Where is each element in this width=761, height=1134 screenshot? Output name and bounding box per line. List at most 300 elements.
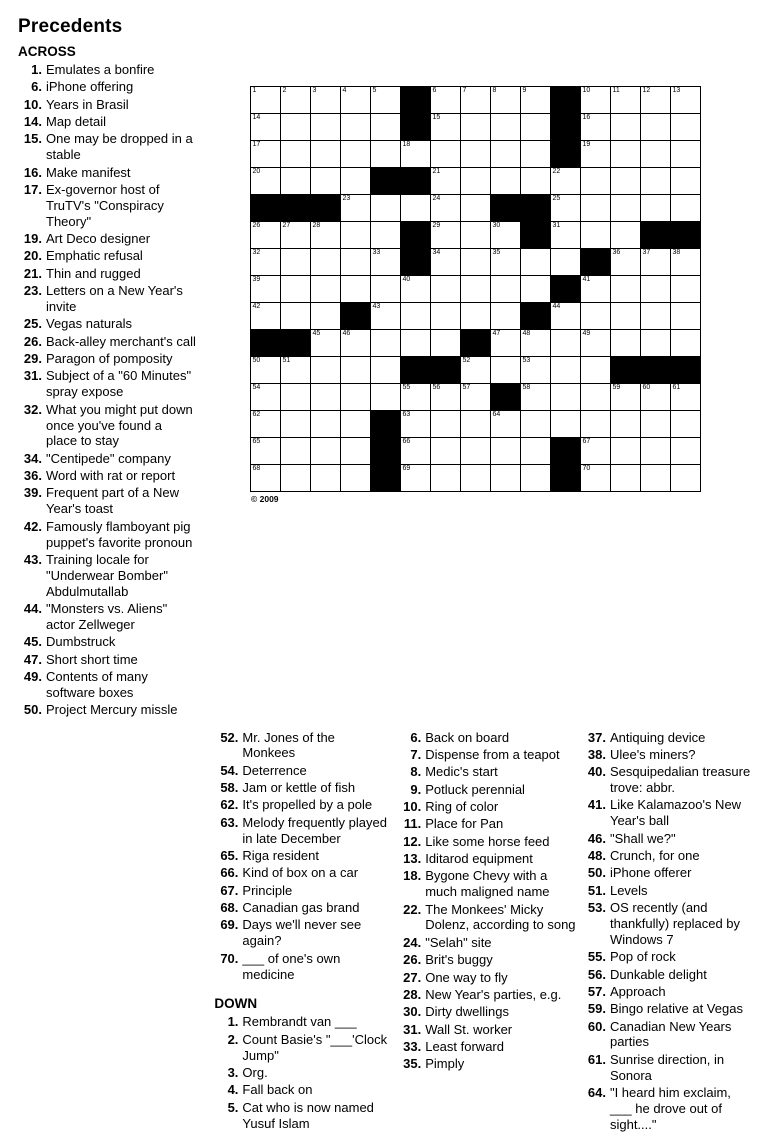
grid-cell-number: 15: [432, 114, 441, 121]
grid-cell[interactable]: [251, 384, 281, 411]
clue-number: 53.: [587, 900, 606, 916]
clue-number: 38.: [587, 746, 606, 762]
clue-item[interactable]: [397, 987, 576, 1003]
grid-cell[interactable]: [371, 303, 401, 330]
clue-item[interactable]: [214, 1100, 391, 1132]
clue-item[interactable]: [214, 900, 391, 916]
grid-cell[interactable]: [251, 222, 281, 249]
grid-cell[interactable]: [431, 276, 461, 303]
grid-cell-number: 37: [642, 249, 651, 256]
grid-cell[interactable]: [431, 87, 461, 114]
clue-item[interactable]: [214, 763, 391, 779]
grid-cell[interactable]: [461, 195, 491, 222]
grid-cell[interactable]: [581, 168, 611, 195]
grid-cell[interactable]: [491, 330, 521, 357]
grid-cell[interactable]: [371, 357, 401, 384]
clue-item[interactable]: [582, 1085, 751, 1133]
grid-cell[interactable]: [431, 411, 461, 438]
grid-cell[interactable]: [671, 141, 701, 168]
grid-cell[interactable]: [251, 303, 281, 330]
grid-row: [251, 384, 701, 411]
clue-item[interactable]: [214, 1065, 391, 1081]
grid-cell[interactable]: [641, 384, 671, 411]
clue-item[interactable]: [18, 182, 196, 230]
clue-item[interactable]: [582, 865, 751, 881]
grid-cell[interactable]: [371, 87, 401, 114]
grid-cell[interactable]: [491, 222, 521, 249]
grid-cell[interactable]: [521, 384, 551, 411]
grid-cell[interactable]: [491, 357, 521, 384]
grid-cell[interactable]: [671, 438, 701, 465]
grid-cell[interactable]: [581, 330, 611, 357]
grid-cell[interactable]: [311, 114, 341, 141]
grid-cell[interactable]: [431, 249, 461, 276]
grid-cell[interactable]: [341, 438, 371, 465]
grid-cell[interactable]: [281, 249, 311, 276]
clue-item[interactable]: [582, 883, 751, 899]
grid-cell[interactable]: [281, 411, 311, 438]
grid-cell[interactable]: [341, 330, 371, 357]
clue-item[interactable]: [397, 1039, 576, 1055]
clue-text: Years in Brasil: [46, 96, 129, 112]
grid-cell[interactable]: [641, 465, 671, 492]
grid-cell[interactable]: [641, 141, 671, 168]
clue-item[interactable]: [18, 334, 196, 350]
clue-item[interactable]: [582, 797, 751, 829]
clue-text: iPhone offerer: [609, 865, 692, 881]
grid-cell-block: [371, 168, 401, 195]
grid-cell[interactable]: [671, 330, 701, 357]
grid-cell[interactable]: [371, 141, 401, 168]
grid-cell-number: 20: [252, 168, 261, 175]
clue-item[interactable]: [582, 1001, 751, 1017]
grid-cell-block: [551, 114, 581, 141]
grid-cell[interactable]: [311, 330, 341, 357]
clue-text: Back-alley merchant's call: [46, 333, 196, 349]
grid-cell[interactable]: [341, 249, 371, 276]
grid-cell[interactable]: [581, 357, 611, 384]
clue-item[interactable]: [397, 868, 576, 900]
grid-cell[interactable]: [491, 303, 521, 330]
grid-cell[interactable]: [401, 411, 431, 438]
clue-item[interactable]: [18, 702, 196, 718]
clue-item[interactable]: [582, 967, 751, 983]
grid-cell[interactable]: [671, 303, 701, 330]
grid-cell[interactable]: [341, 195, 371, 222]
grid-cell[interactable]: [521, 141, 551, 168]
clue-item[interactable]: [582, 831, 751, 847]
clue-item[interactable]: [214, 730, 391, 762]
grid-cell[interactable]: [611, 438, 641, 465]
grid-cell[interactable]: [401, 330, 431, 357]
clue-item[interactable]: [18, 114, 196, 130]
grid-cell[interactable]: [311, 222, 341, 249]
grid-cell[interactable]: [551, 357, 581, 384]
grid-cell[interactable]: [311, 384, 341, 411]
clue-number: 6.: [31, 79, 42, 95]
clue-item[interactable]: [214, 1032, 391, 1064]
clue-number: 11.: [403, 816, 422, 832]
grid-cell[interactable]: [671, 168, 701, 195]
down-clue-list-3: [582, 730, 751, 1133]
grid-cell[interactable]: [551, 195, 581, 222]
grid-cell[interactable]: [431, 222, 461, 249]
clue-item[interactable]: [397, 834, 576, 850]
grid-cell[interactable]: [371, 249, 401, 276]
grid-cell[interactable]: [431, 438, 461, 465]
grid-cell[interactable]: [581, 411, 611, 438]
clue-number: 52.: [220, 729, 239, 745]
clue-item[interactable]: [582, 1052, 751, 1084]
grid-cell[interactable]: [281, 303, 311, 330]
clue-item[interactable]: [397, 816, 576, 832]
grid-cell[interactable]: [461, 87, 491, 114]
grid-cell[interactable]: [341, 114, 371, 141]
grid-cell[interactable]: [611, 114, 641, 141]
grid-cell[interactable]: [431, 195, 461, 222]
grid-cell[interactable]: [431, 114, 461, 141]
clue-item[interactable]: [18, 451, 196, 467]
grid-cell[interactable]: [401, 384, 431, 411]
grid-cell[interactable]: [581, 465, 611, 492]
grid-cell[interactable]: [251, 411, 281, 438]
grid-cell[interactable]: [401, 141, 431, 168]
grid-cell[interactable]: [491, 141, 521, 168]
grid-cell[interactable]: [251, 465, 281, 492]
grid-cell[interactable]: [551, 303, 581, 330]
grid-cell-block: [581, 249, 611, 276]
clue-item[interactable]: [214, 951, 391, 983]
clue-text: Ex-governor host of TruTV's "Conspiracy Theory": [46, 182, 164, 229]
grid-cell[interactable]: [581, 222, 611, 249]
clue-item[interactable]: [18, 79, 196, 95]
clue-item[interactable]: [397, 799, 576, 815]
grid-cell[interactable]: [491, 465, 521, 492]
grid-cell[interactable]: [491, 114, 521, 141]
grid-cell[interactable]: [431, 330, 461, 357]
grid-cell[interactable]: [671, 249, 701, 276]
grid-cell[interactable]: [281, 276, 311, 303]
grid-cell[interactable]: [431, 384, 461, 411]
grid-cell[interactable]: [521, 276, 551, 303]
grid-cell[interactable]: [671, 195, 701, 222]
grid-cell[interactable]: [311, 465, 341, 492]
grid-cell[interactable]: [611, 303, 641, 330]
grid-cell[interactable]: [551, 384, 581, 411]
grid-cell[interactable]: [311, 87, 341, 114]
clue-item[interactable]: [214, 780, 391, 796]
grid-cell[interactable]: [611, 465, 641, 492]
grid-cell[interactable]: [311, 276, 341, 303]
clue-item[interactable]: [214, 848, 391, 864]
grid-cell[interactable]: [461, 384, 491, 411]
grid-cell[interactable]: [311, 357, 341, 384]
clue-item[interactable]: [397, 902, 576, 934]
clue-item[interactable]: [18, 519, 196, 551]
grid-cell[interactable]: [461, 276, 491, 303]
grid-cell[interactable]: [311, 303, 341, 330]
clue-item[interactable]: [214, 797, 391, 813]
clue-number: 7.: [410, 746, 422, 762]
grid-cell[interactable]: [521, 168, 551, 195]
clue-item[interactable]: [582, 848, 751, 864]
grid-cell[interactable]: [401, 465, 431, 492]
grid-cell[interactable]: [581, 438, 611, 465]
grid-cell[interactable]: [431, 303, 461, 330]
clue-item[interactable]: [18, 669, 196, 701]
grid-cell[interactable]: [461, 465, 491, 492]
grid-cell[interactable]: [521, 438, 551, 465]
grid-cell[interactable]: [491, 411, 521, 438]
grid-cell[interactable]: [611, 276, 641, 303]
clue-item[interactable]: [18, 601, 196, 633]
grid-cell[interactable]: [611, 168, 641, 195]
clue-item[interactable]: [18, 62, 196, 78]
grid-cell[interactable]: [401, 195, 431, 222]
grid-cell[interactable]: [611, 195, 641, 222]
grid-cell[interactable]: [461, 249, 491, 276]
clue-item[interactable]: [18, 351, 196, 367]
grid-cell[interactable]: [671, 411, 701, 438]
clue-item[interactable]: [582, 730, 751, 746]
clue-text: Back on board: [425, 729, 510, 745]
grid-cell[interactable]: [461, 438, 491, 465]
clue-item[interactable]: [397, 935, 576, 951]
grid-cell[interactable]: [281, 384, 311, 411]
clue-item[interactable]: [18, 283, 196, 315]
grid-cell[interactable]: [641, 114, 671, 141]
grid-cell[interactable]: [401, 438, 431, 465]
grid-cell[interactable]: [281, 141, 311, 168]
clue-item[interactable]: [214, 815, 391, 847]
clue-item[interactable]: [582, 764, 751, 796]
clue-number: 27.: [403, 969, 422, 985]
grid-cell[interactable]: [551, 411, 581, 438]
grid-cell[interactable]: [341, 87, 371, 114]
grid-cell[interactable]: [311, 168, 341, 195]
grid-cell[interactable]: [461, 303, 491, 330]
grid-cell[interactable]: [491, 168, 521, 195]
grid-cell[interactable]: [521, 114, 551, 141]
clue-item[interactable]: [397, 970, 576, 986]
grid-cell[interactable]: [641, 87, 671, 114]
grid-cell[interactable]: [461, 222, 491, 249]
clue-item[interactable]: [18, 634, 196, 650]
grid-cell[interactable]: [461, 141, 491, 168]
clue-item[interactable]: [397, 764, 576, 780]
grid-cell[interactable]: [371, 114, 401, 141]
grid-cell[interactable]: [581, 87, 611, 114]
grid-cell[interactable]: [551, 330, 581, 357]
clue-item[interactable]: [582, 949, 751, 965]
grid-cell[interactable]: [581, 195, 611, 222]
grid-cell[interactable]: [431, 141, 461, 168]
clue-item[interactable]: [397, 1004, 576, 1020]
clue-item[interactable]: [18, 97, 196, 113]
grid-cell[interactable]: [311, 411, 341, 438]
grid-cell[interactable]: [341, 465, 371, 492]
grid-cell[interactable]: [371, 330, 401, 357]
grid-cell[interactable]: [341, 276, 371, 303]
clue-item[interactable]: [18, 266, 196, 282]
grid-cell[interactable]: [611, 384, 641, 411]
grid-cell[interactable]: [341, 411, 371, 438]
grid-cell[interactable]: [431, 168, 461, 195]
clue-item[interactable]: [18, 131, 196, 163]
grid-cell[interactable]: [641, 303, 671, 330]
grid-cell[interactable]: [371, 195, 401, 222]
grid-row: [251, 168, 701, 195]
grid-cell[interactable]: [611, 141, 641, 168]
clue-item[interactable]: [582, 747, 751, 763]
grid-cell[interactable]: [371, 276, 401, 303]
grid-cell[interactable]: [461, 114, 491, 141]
grid-cell[interactable]: [251, 438, 281, 465]
grid-cell[interactable]: [641, 411, 671, 438]
grid-cell[interactable]: [671, 87, 701, 114]
grid-cell[interactable]: [521, 357, 551, 384]
grid-cell[interactable]: [491, 249, 521, 276]
grid-cell[interactable]: [401, 276, 431, 303]
grid-cell[interactable]: [311, 438, 341, 465]
grid-cell[interactable]: [281, 222, 311, 249]
clue-item[interactable]: [397, 851, 576, 867]
grid-cell[interactable]: [311, 141, 341, 168]
grid-cell[interactable]: [341, 168, 371, 195]
crossword-grid-wrap: [250, 86, 701, 504]
grid-cell[interactable]: [491, 87, 521, 114]
grid-cell[interactable]: [641, 195, 671, 222]
grid-cell[interactable]: [611, 87, 641, 114]
grid-cell[interactable]: [371, 222, 401, 249]
grid-cell[interactable]: [281, 357, 311, 384]
clue-item[interactable]: [18, 468, 196, 484]
grid-cell[interactable]: [581, 141, 611, 168]
clue-text: Dispense from a teapot: [425, 746, 560, 762]
grid-cell[interactable]: [251, 168, 281, 195]
grid-cell[interactable]: [311, 249, 341, 276]
clue-item[interactable]: [397, 1022, 576, 1038]
grid-cell[interactable]: [341, 384, 371, 411]
grid-cell[interactable]: [371, 384, 401, 411]
crossword-grid[interactable]: [250, 86, 701, 492]
grid-cell[interactable]: [401, 303, 431, 330]
clue-item[interactable]: [18, 552, 196, 600]
grid-cell[interactable]: [251, 141, 281, 168]
grid-row: [251, 249, 701, 276]
grid-cell[interactable]: [491, 438, 521, 465]
top-area: [0, 42, 761, 720]
clue-item[interactable]: [18, 165, 196, 181]
clue-item[interactable]: [214, 1082, 391, 1098]
grid-cell[interactable]: [281, 465, 311, 492]
grid-cell[interactable]: [611, 222, 641, 249]
grid-cell[interactable]: [641, 438, 671, 465]
grid-cell[interactable]: [611, 411, 641, 438]
clue-item[interactable]: [18, 485, 196, 517]
grid-cell[interactable]: [341, 222, 371, 249]
clue-item[interactable]: [18, 316, 196, 332]
grid-cell[interactable]: [461, 357, 491, 384]
grid-cell[interactable]: [281, 87, 311, 114]
grid-cell[interactable]: [521, 411, 551, 438]
grid-cell[interactable]: [491, 276, 521, 303]
grid-cell[interactable]: [551, 249, 581, 276]
clue-number: 14.: [23, 114, 42, 130]
grid-cell[interactable]: [281, 438, 311, 465]
grid-cell[interactable]: [521, 87, 551, 114]
grid-cell[interactable]: [671, 384, 701, 411]
clue-item[interactable]: [18, 231, 196, 247]
grid-cell[interactable]: [641, 276, 671, 303]
clue-item[interactable]: [214, 883, 391, 899]
clue-item[interactable]: [397, 952, 576, 968]
clue-item[interactable]: [214, 917, 391, 949]
clue-item[interactable]: [18, 652, 196, 668]
grid-cell[interactable]: [281, 114, 311, 141]
clue-text: Count Basie's "___'Clock Jump": [242, 1031, 388, 1063]
grid-cell[interactable]: [641, 249, 671, 276]
clue-text: Pimply: [425, 1056, 465, 1072]
grid-row: [251, 330, 701, 357]
clue-item[interactable]: [582, 900, 751, 948]
clue-text: Paragon of pomposity: [46, 351, 173, 367]
grid-cell[interactable]: [251, 114, 281, 141]
grid-cell[interactable]: [581, 303, 611, 330]
clue-item[interactable]: [18, 248, 196, 264]
grid-cell[interactable]: [461, 168, 491, 195]
grid-cell[interactable]: [251, 357, 281, 384]
clue-item[interactable]: [397, 747, 576, 763]
clue-item[interactable]: [397, 1056, 576, 1072]
clue-item[interactable]: [214, 1014, 391, 1030]
grid-cell[interactable]: [521, 249, 551, 276]
grid-cell[interactable]: [581, 114, 611, 141]
grid-cell[interactable]: [281, 168, 311, 195]
grid-cell[interactable]: [581, 384, 611, 411]
grid-cell[interactable]: [251, 276, 281, 303]
grid-cell[interactable]: [341, 357, 371, 384]
grid-cell[interactable]: [341, 141, 371, 168]
clue-item[interactable]: [582, 984, 751, 1000]
grid-cell[interactable]: [251, 249, 281, 276]
grid-cell[interactable]: [671, 276, 701, 303]
grid-cell[interactable]: [431, 465, 461, 492]
grid-cell[interactable]: [611, 249, 641, 276]
grid-cell-number: 19: [582, 141, 591, 148]
clue-item[interactable]: [582, 1019, 751, 1051]
clue-text: Like Kalamazoo's New Year's ball: [609, 797, 742, 829]
grid-cell[interactable]: [671, 114, 701, 141]
grid-cell[interactable]: [551, 222, 581, 249]
clue-item[interactable]: [18, 368, 196, 400]
grid-cell[interactable]: [461, 411, 491, 438]
clue-text: Ring of color: [425, 798, 499, 814]
grid-cell[interactable]: [641, 168, 671, 195]
clue-item[interactable]: [18, 402, 196, 450]
clue-item[interactable]: [397, 782, 576, 798]
grid-cell[interactable]: [251, 87, 281, 114]
grid-cell[interactable]: [671, 465, 701, 492]
grid-cell[interactable]: [611, 330, 641, 357]
clue-item[interactable]: [397, 730, 576, 746]
grid-cell[interactable]: [521, 330, 551, 357]
grid-cell[interactable]: [551, 168, 581, 195]
grid-cell[interactable]: [521, 465, 551, 492]
clue-item[interactable]: [214, 865, 391, 881]
grid-cell[interactable]: [641, 330, 671, 357]
grid-cell[interactable]: [581, 276, 611, 303]
